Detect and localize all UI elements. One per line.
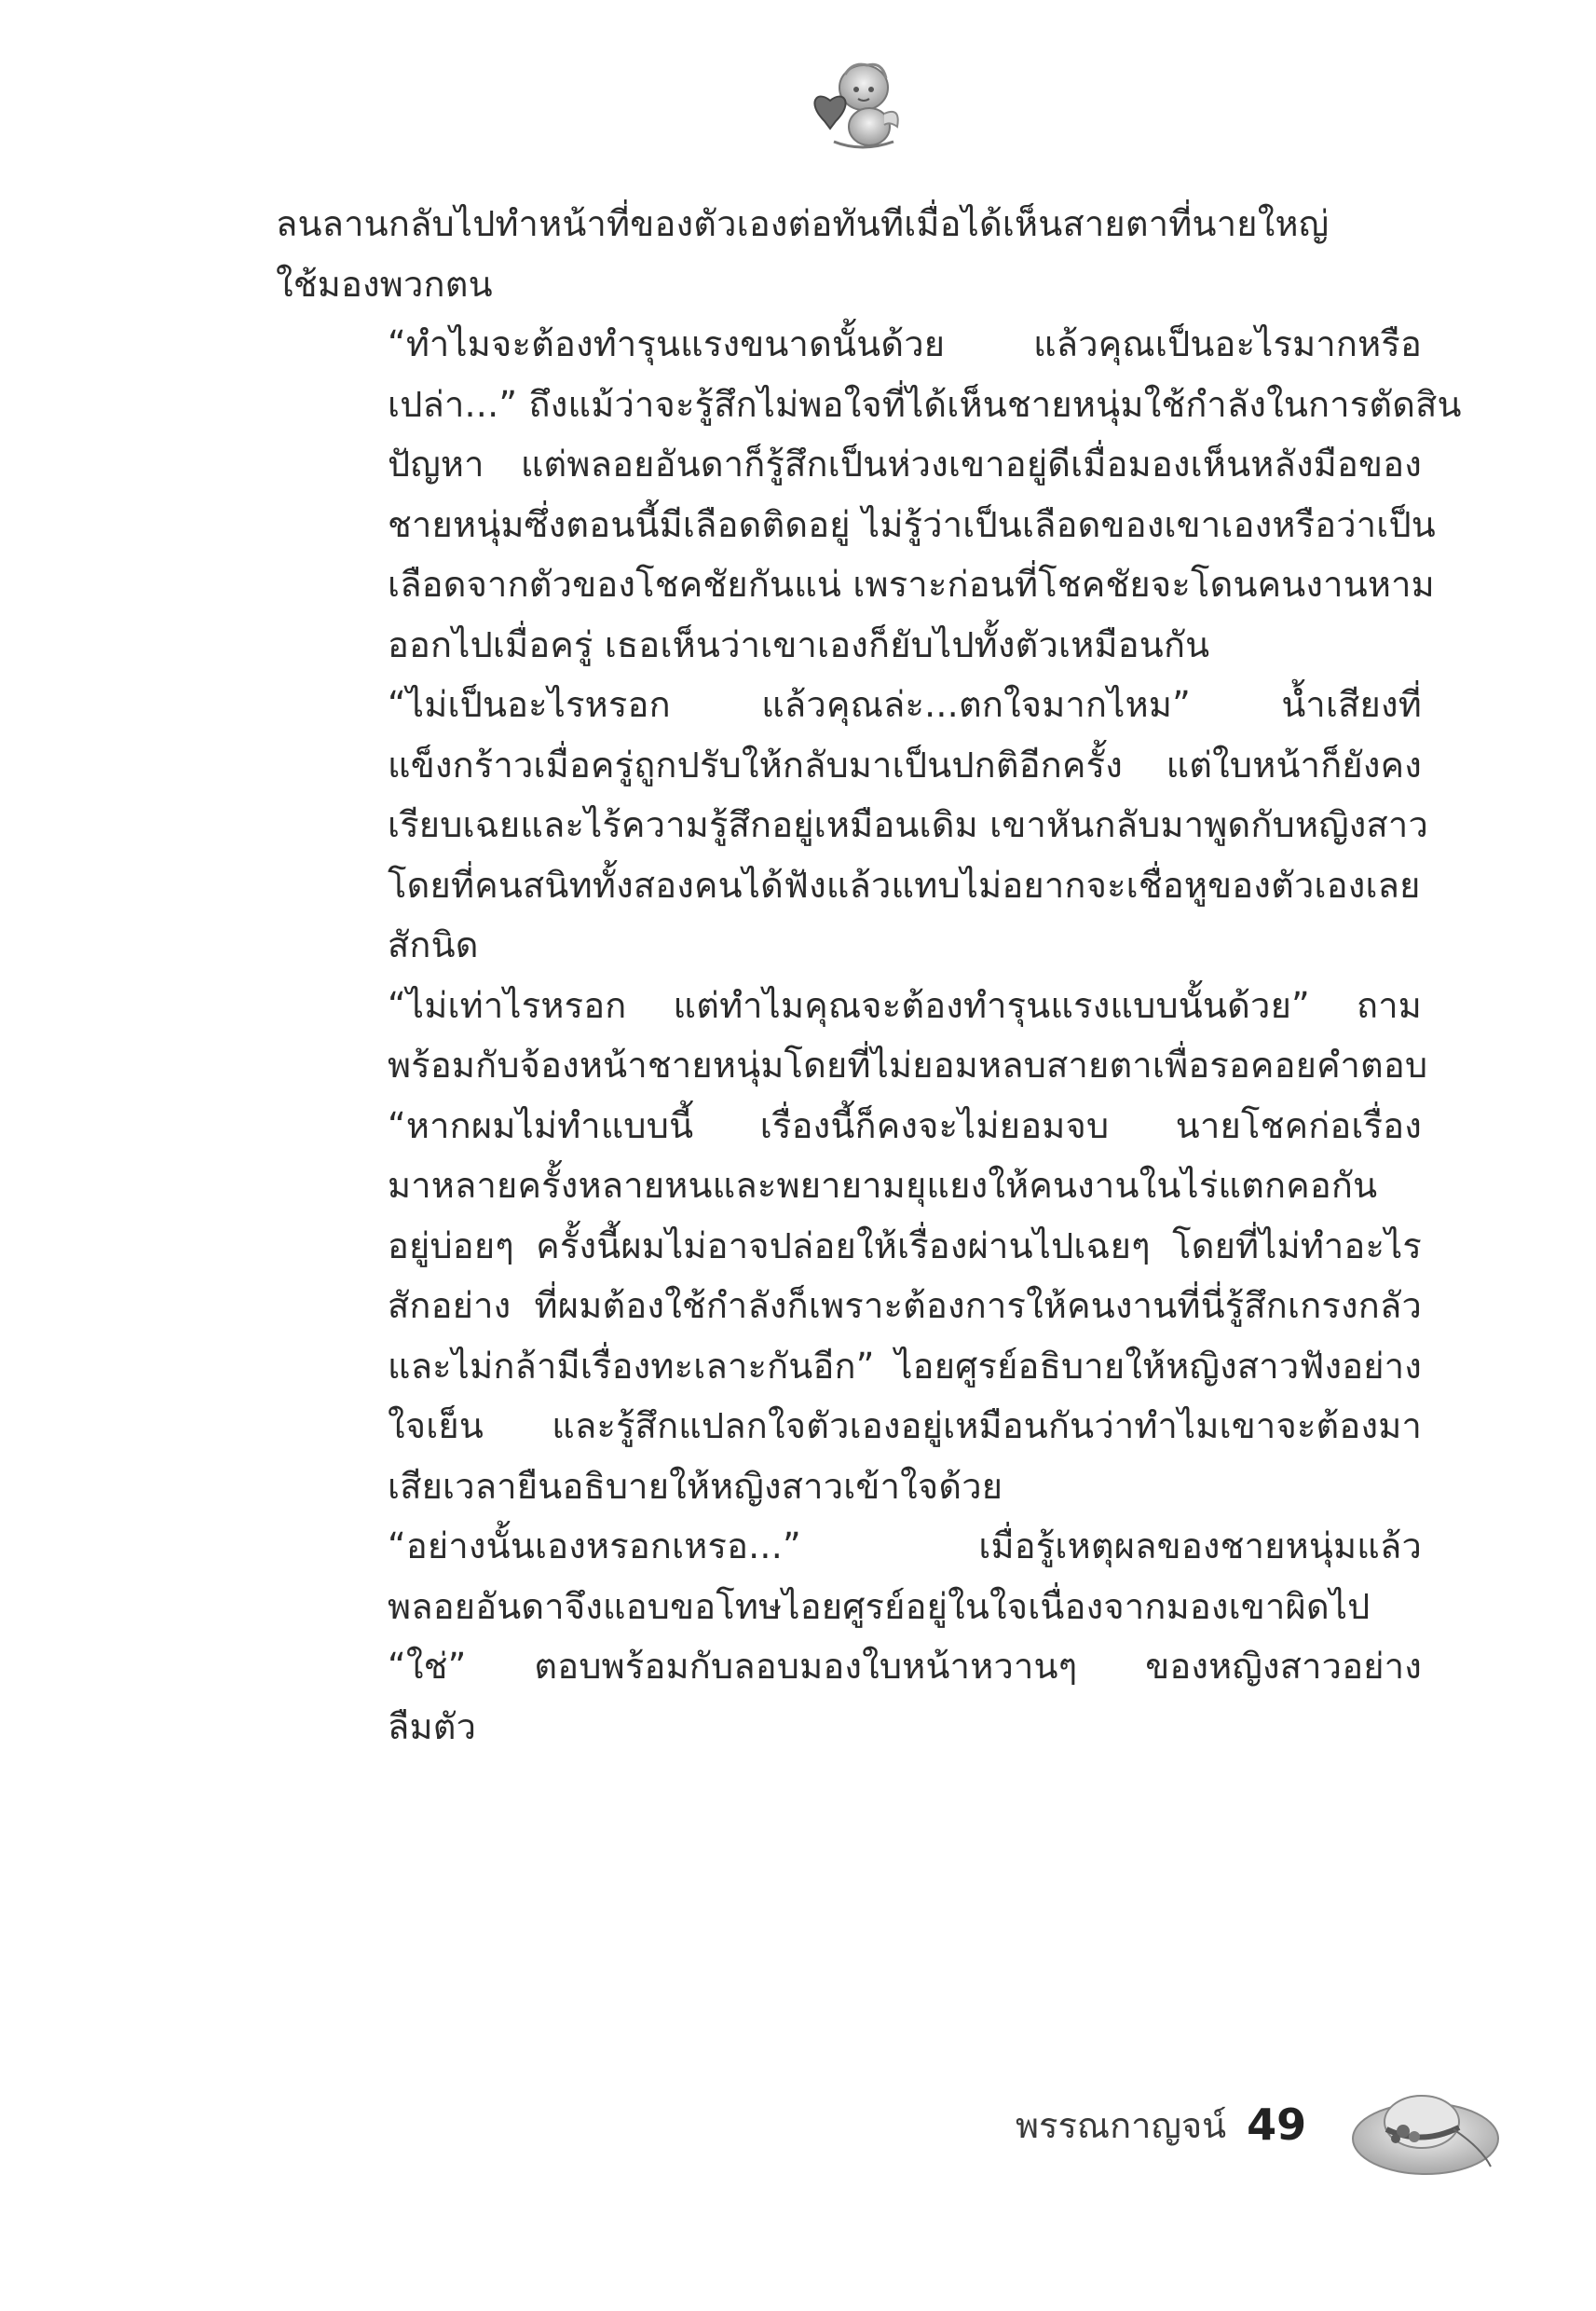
paragraph-3: [276, 675, 1428, 976]
paragraph-2: [276, 314, 1462, 675]
text-line: เสียเวลายืนอธิบายให้หญิงสาวเข้าใจด้วย: [388, 1465, 1003, 1507]
paragraph-1: [276, 194, 1422, 314]
text-line: แข็งกร้าวเมื่อครู่ถูกปรับให้กลับมาเป็นปกติอีกครั้ง แต่ใบหน้าก็ยังคง: [388, 744, 1422, 786]
text-line: และไม่กล้ามีเรื่องทะเลาะกันอีก” ไอยศูรย์อธิบายให้หญิงสาวฟังอย่าง: [388, 1345, 1422, 1387]
text-line: ชายหนุ่มซึ่งตอนนี้มีเลือดติดอยู่ ไม่รู้ว่าเป็นเลือดของเขาเองหรือว่าเป็น: [388, 503, 1436, 545]
text-line: เลือดจากตัวของโชคชัยกันแน่ เพราะก่อนที่โชคชัยจะโดนคนงานหาม: [388, 564, 1435, 605]
body-text: [276, 194, 1462, 1757]
paragraph-5: [276, 1096, 1422, 1517]
text-line: ใจเย็น และรู้สึกแปลกใจตัวเองอยู่เหมือนกันว่าทำไมเขาจะต้องมา: [388, 1405, 1422, 1446]
text-line: มาหลายครั้งหลายหนและพยายามยุแยงให้คนงานในไร่แตกคอกัน: [388, 1165, 1378, 1206]
text-line: ลนลานกลับไปทำหน้าที่ของตัวเองต่อทันทีเมื่อได้เห็นสายตาที่นายใหญ่: [276, 203, 1330, 244]
text-line: “ไม่เท่าไรหรอก แต่ทำไมคุณจะต้องทำรุนแรงแบบนั้นด้วย” ถาม: [388, 984, 1422, 1026]
paragraph-6: [276, 1516, 1422, 1636]
text-line: พลอยอันดาจึงแอบขอโทษไอยศูรย์อยู่ในใจเนื่องจากมองเขาผิดไป: [388, 1585, 1371, 1627]
text-line: ใช้มองพวกตน: [276, 263, 493, 305]
paragraph-7: [276, 1636, 1422, 1757]
book-title: พรรณกาญจน์: [1016, 2104, 1227, 2146]
text-line: ปัญหา แต่พลอยอันดาก็รู้สึกเป็นห่วงเขาอยู่ดีเมื่อมองเห็นหลังมือของ: [388, 444, 1422, 485]
text-line: “หากผมไม่ทำแบบนี้ เรื่องนี้ก็คงจะไม่ยอมจบ นายโชคก่อเรื่อง: [388, 1104, 1422, 1146]
text-line: “ทำไมจะต้องทำรุนแรงขนาดนั้นด้วย แล้วคุณเป็นอะไรมากหรือ: [388, 323, 1422, 364]
page-number: 49: [1247, 2099, 1307, 2150]
cherub-heart-icon: [797, 56, 908, 168]
text-line: พร้อมกับจ้องหน้าชายหนุ่มโดยที่ไม่ยอมหลบสายตาเพื่อรอคอยคำตอบ: [388, 1045, 1428, 1086]
text-line: ลืมตัว: [388, 1705, 477, 1747]
text-line: ออกไปเมื่อครู่ เธอเห็นว่าเขาเองก็ยับไปทั้งตัวเหมือนกัน: [388, 623, 1210, 665]
paragraph-4: [276, 976, 1428, 1096]
sun-hat-icon: [1342, 2073, 1500, 2181]
text-line: “ไม่เป็นอะไรหรอก แล้วคุณล่ะ...ตกใจมากไหม” น้ำเสียงที่: [388, 684, 1422, 725]
text-line: เปล่า...” ถึงแม้ว่าจะรู้สึกไม่พอใจที่ได้เห็นชายหนุ่มใช้กำลังในการตัดสิน: [388, 383, 1462, 425]
text-line: สักอย่าง ที่ผมต้องใช้กำลังก็เพราะต้องการให้คนงานที่นี่รู้สึกเกรงกลัว: [388, 1285, 1422, 1326]
text-line: เรียบเฉยและไร้ความรู้สึกอยู่เหมือนเดิม เขาหันกลับมาพูดกับหญิงสาว: [388, 804, 1428, 845]
text-line: “ใช่” ตอบพร้อมกับลอบมองใบหน้าหวานๆ ของหญิงสาวอย่าง: [388, 1646, 1422, 1687]
text-line: สักนิด: [388, 924, 479, 965]
page-footer: [1016, 2092, 1306, 2157]
text-line: “อย่างนั้นเองหรอกเหรอ...” เมื่อรู้เหตุผลของชายหนุ่มแล้ว: [388, 1525, 1422, 1566]
text-line: โดยที่คนสนิททั้งสองคนได้ฟังแล้วแทบไม่อยากจะเชื่อหูของตัวเองเลย: [388, 864, 1421, 906]
text-line: อยู่บ่อยๆ ครั้งนี้ผมไม่อาจปล่อยให้เรื่องผ่านไปเฉยๆ โดยที่ไม่ทำอะไร: [388, 1224, 1422, 1266]
